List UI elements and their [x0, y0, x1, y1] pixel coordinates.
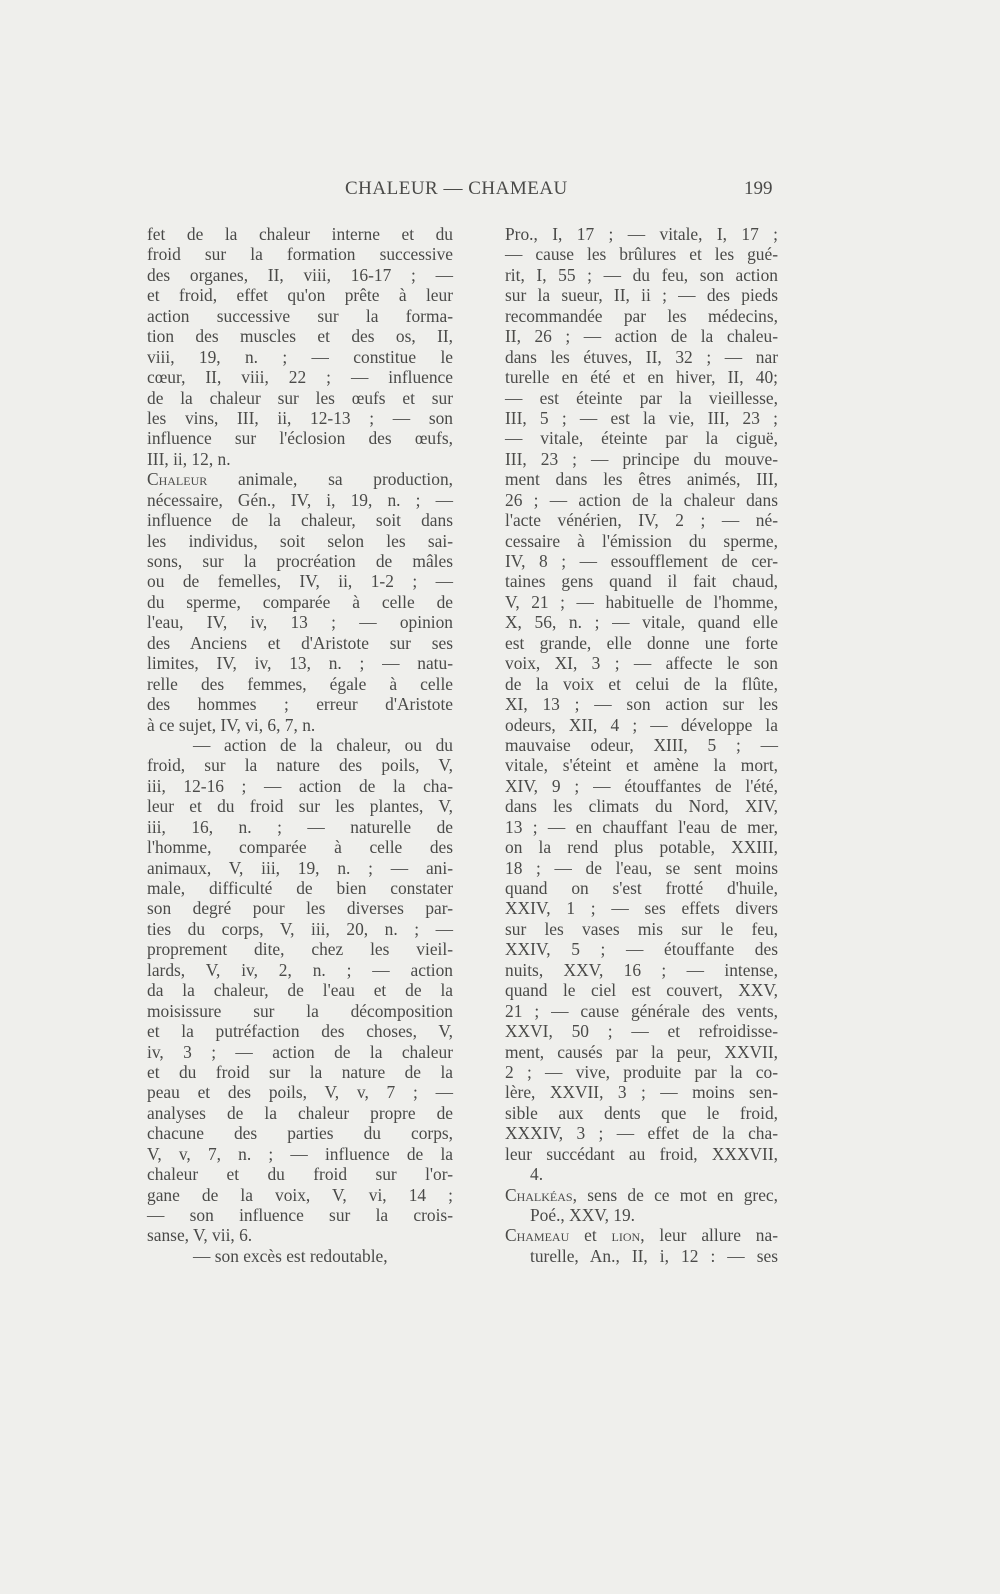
- text-line: des Anciens et d'Aristote sur ses: [147, 632, 453, 653]
- text-line: V, 21 ; — habituelle de l'homme,: [505, 591, 778, 612]
- text-line: XI, 13 ; — son action sur les: [505, 694, 778, 715]
- text-line: XXIV, 5 ; — étouffante des: [505, 939, 778, 960]
- text-line: chacune des parties du corps,: [147, 1123, 453, 1144]
- left-column: [147, 224, 453, 1266]
- page-number: 199: [744, 178, 773, 199]
- text-line: — son excès est redoutable,: [193, 1245, 388, 1266]
- text-line: — cause les brûlures et les gué-: [505, 244, 778, 265]
- text-line: est grande, elle donne une forte: [505, 632, 778, 653]
- text-line: turelle, An., II, i, 12 : — ses: [530, 1245, 778, 1266]
- page-header: [0, 178, 1000, 208]
- text-line: — son influence sur la crois-: [147, 1205, 453, 1225]
- text-line: XXIV, 1 ; — ses effets divers: [505, 898, 778, 919]
- text-line: 18 ; — de l'eau, se sent moins: [505, 857, 778, 878]
- text-line: l'homme, comparée à celle des: [147, 837, 453, 858]
- text-line: III, 5 ; — est la vie, III, 23 ;: [505, 407, 778, 428]
- text-line: fet de la chaleur interne et du: [147, 224, 453, 244]
- text-line: XXVI, 50 ; — et refroidisse-: [505, 1021, 778, 1042]
- text-line: Chaleur animale, sa production,: [147, 469, 453, 490]
- text-line: lère, XXVII, 3 ; — moins sen-: [505, 1082, 778, 1103]
- text-line: 4.: [530, 1164, 544, 1185]
- text-line: Poé., XXV, 19.: [530, 1205, 635, 1225]
- text-line: V, v, 7, n. ; — influence de la: [147, 1143, 453, 1164]
- text-line: cessaire à l'émission du sperme,: [505, 530, 778, 551]
- text-line: froid, sur la nature des poils, V,: [147, 755, 453, 776]
- text-line: tion des muscles et des os, II,: [147, 326, 453, 347]
- text-line: ties du corps, V, iii, 20, n. ; —: [147, 918, 453, 939]
- text-line: viii, 19, n. ; — constitue le: [147, 346, 453, 367]
- text-line: influence de la chaleur, soit dans: [147, 510, 453, 531]
- text-line: limites, IV, iv, 13, n. ; — natu-: [147, 653, 453, 674]
- text-line: leur et du froid sur les plantes, V,: [147, 796, 453, 817]
- text-line: son degré pour les diverses par-: [147, 898, 453, 919]
- text-line: 26 ; — action de la chaleur dans: [505, 489, 778, 510]
- text-line: — est éteinte par la vieillesse,: [505, 387, 778, 408]
- text-line: proprement dite, chez les vieil-: [147, 939, 453, 960]
- text-line: quand on s'est frotté d'huile,: [505, 878, 778, 898]
- text-line: voix, XI, 3 ; — affecte le son: [505, 653, 778, 674]
- text-line: des organes, II, viii, 16-17 ; —: [147, 264, 453, 285]
- text-line: Chalkéas, sens de ce mot en grec,: [505, 1184, 778, 1205]
- text-line: l'acte vénérien, IV, 2 ; — né-: [505, 510, 778, 531]
- text-line: vitale, s'éteint et amène la mort,: [505, 755, 778, 776]
- text-line: mauvaise odeur, XIII, 5 ; —: [505, 734, 778, 755]
- text-line: II, 26 ; — action de la chaleu-: [505, 326, 778, 347]
- text-line: III, 23 ; — principe du mouve-: [505, 448, 778, 469]
- text-line: sanse, V, vii, 6.: [147, 1225, 253, 1246]
- text-line: les vins, III, ii, 12-13 ; — son: [147, 407, 453, 428]
- text-line: et froid, effet qu'on prête à leur: [147, 285, 453, 306]
- text-line: XXXIV, 3 ; — effet de la cha-: [505, 1123, 778, 1144]
- text-line: relle des femmes, égale à celle: [147, 673, 453, 694]
- text-line: da la chaleur, de l'eau et de la: [147, 980, 453, 1001]
- text-line: cœur, II, viii, 22 ; — influence: [147, 367, 453, 388]
- text-line: ment, causés par la peur, XXVII,: [505, 1041, 778, 1062]
- text-line: turelle en été et en hiver, II, 40;: [505, 367, 778, 388]
- text-line: leur succédant au froid, XXXVII,: [505, 1143, 778, 1164]
- text-line: sible aux dents que le froid,: [505, 1102, 778, 1123]
- text-line: XIV, 9 ; — étouffantes de l'été,: [505, 775, 778, 796]
- text-line: IV, 8 ; — essoufflement de cer-: [505, 551, 778, 571]
- text-line: — action de la chaleur, ou du: [193, 734, 453, 755]
- text-line: de la voix et celui de la flûte,: [505, 673, 778, 694]
- text-line: male, difficulté de bien constater: [147, 878, 453, 898]
- text-line: ment dans les êtres animés, III,: [505, 469, 778, 490]
- text-line: chaleur et du froid sur l'or-: [147, 1164, 453, 1185]
- text-line: analyses de la chaleur propre de: [147, 1102, 453, 1123]
- text-line: iii, 12-16 ; — action de la cha-: [147, 775, 453, 796]
- text-line: recommandée par les médecins,: [505, 305, 778, 326]
- text-line: dans les climats du Nord, XIV,: [505, 796, 778, 817]
- text-line: de la chaleur sur les œufs et sur: [147, 387, 453, 408]
- text-line: sur la sueur, II, ii ; — des pieds: [505, 285, 778, 306]
- text-line: on la rend plus potable, XXIII,: [505, 837, 778, 858]
- text-line: gane de la voix, V, vi, 14 ;: [147, 1184, 453, 1205]
- text-line: ou de femelles, IV, ii, 1-2 ; —: [147, 571, 453, 592]
- text-line: Chameau et lion, leur allure na-: [505, 1225, 778, 1246]
- text-line: les individus, soit selon les sai-: [147, 530, 453, 551]
- text-line: moisissure sur la décomposition: [147, 1000, 453, 1021]
- text-line: — vitale, éteinte par la ciguë,: [505, 428, 778, 449]
- text-line: nécessaire, Gén., IV, i, 19, n. ; —: [147, 489, 453, 510]
- right-column: [505, 224, 778, 1266]
- text-line: l'eau, IV, iv, 13 ; — opinion: [147, 612, 453, 633]
- text-line: sur les vases mis sur le feu,: [505, 918, 778, 939]
- text-line: action successive sur la forma-: [147, 305, 453, 326]
- text-line: iii, 16, n. ; — naturelle de: [147, 816, 453, 837]
- text-line: dans les étuves, II, 32 ; — nar: [505, 346, 778, 367]
- text-line: quand le ciel est couvert, XXV,: [505, 980, 778, 1001]
- text-line: et du froid sur la nature de la: [147, 1061, 453, 1082]
- text-line: influence sur l'éclosion des œufs,: [147, 428, 453, 449]
- text-line: à ce sujet, IV, vi, 6, 7, n.: [147, 714, 316, 735]
- text-line: des hommes ; erreur d'Aristote: [147, 694, 453, 715]
- text-line: du sperme, comparée à celle de: [147, 591, 453, 612]
- text-line: taines gens quand il fait chaud,: [505, 571, 778, 592]
- text-line: froid sur la formation successive: [147, 244, 453, 265]
- text-line: 13 ; — en chauffant l'eau de mer,: [505, 816, 778, 837]
- text-line: animaux, V, iii, 19, n. ; — ani-: [147, 857, 453, 878]
- text-line: 21 ; — cause générale des vents,: [505, 1000, 778, 1021]
- text-line: Pro., I, 17 ; — vitale, I, 17 ;: [505, 224, 778, 244]
- text-line: odeurs, XII, 4 ; — développe la: [505, 714, 778, 735]
- text-line: lards, V, iv, 2, n. ; — action: [147, 959, 453, 980]
- text-line: peau et des poils, V, v, 7 ; —: [147, 1082, 453, 1103]
- text-line: sons, sur la procréation de mâles: [147, 551, 453, 571]
- text-line: et la putréfaction des choses, V,: [147, 1021, 453, 1042]
- text-line: X, 56, n. ; — vitale, quand elle: [505, 612, 778, 633]
- text-line: nuits, XXV, 16 ; — intense,: [505, 959, 778, 980]
- text-line: III, ii, 12, n.: [147, 448, 231, 469]
- text-line: rit, I, 55 ; — du feu, son action: [505, 264, 778, 285]
- text-line: iv, 3 ; — action de la chaleur: [147, 1041, 453, 1062]
- running-title: CHALEUR — CHAMEAU: [345, 178, 568, 199]
- text-line: 2 ; — vive, produite par la co-: [505, 1061, 778, 1082]
